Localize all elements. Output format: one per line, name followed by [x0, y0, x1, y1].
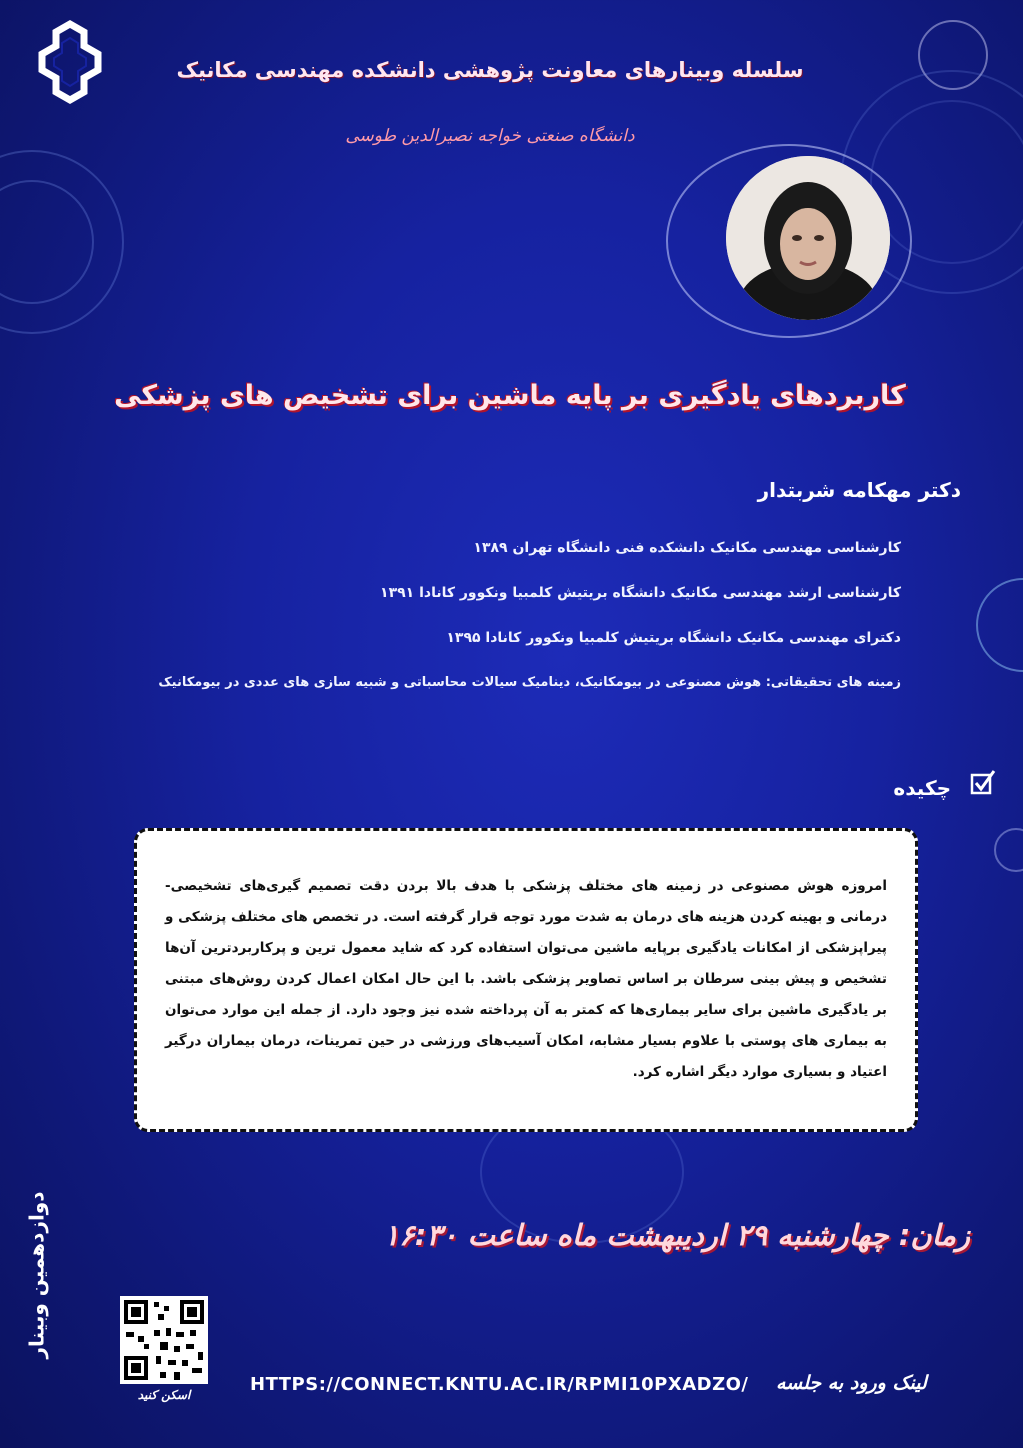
bio-line: دکترای مهندسی مکانیک دانشگاه بریتیش کلمبیا ونکوور کانادا ۱۳۹۵ [446, 630, 901, 646]
meeting-link[interactable]: HTTPS://CONNECT.KNTU.AC.IR/RPMI10PXADZO/ [250, 1374, 749, 1395]
qr-code-icon[interactable] [120, 1296, 208, 1384]
webinar-number-text: دوازدهمین وبینار [24, 1191, 49, 1359]
series-title: سلسله وبینارهای معاونت پژوهشی دانشکده مهندسی مکانیک [176, 58, 804, 82]
bio-line: کارشناسی مهندسی مکانیک دانشکده فنی دانشگاه تهران ۱۳۸۹ [473, 540, 901, 556]
webinar-number-label [8, 1150, 68, 1400]
speaker-name: دکتر مهکامه شربتدار [757, 478, 961, 502]
bio-line: زمینه های تحقیقاتی: هوش مصنوعی در بیومکانیک، دینامیک سیالات محاسباتی و شبیه سازی های عددی در بیومکانیک [158, 675, 901, 690]
decor-ring [994, 828, 1023, 872]
decor-ring [976, 578, 1023, 672]
meeting-link-label: لینک ورود به جلسه [776, 1372, 927, 1394]
speaker-portrait-icon [726, 156, 890, 320]
event-time: زمان: چهارشنبه ۲۹ اردیبهشت ماه ساعت ۱۶:۳۰ [383, 1218, 970, 1252]
qr-scan-label: اسکن کنید [137, 1388, 191, 1402]
talk-title: کاربردهای یادگیری بر پایه ماشین برای تشخیص های پزشکی [114, 380, 906, 411]
abstract-box [134, 828, 918, 1132]
checkbox-icon [969, 768, 997, 796]
abstract-heading: چکیده [893, 776, 951, 800]
bio-line: کارشناسی ارشد مهندسی مکانیک دانشگاه بریتیش کلمبیا ونکوور کانادا ۱۳۹۱ [380, 585, 901, 601]
abstract-text: امروزه هوش مصنوعی در زمینه های مختلف پزشکی با هدف بالا بردن دقت تصمیم گیری‌های تشخیصی-درمانی و بهینه کردن هزینه های درمان به شدت مورد توجه قرار گرفته است. در تخصص های مختلف پزشکی و پیراپزشکی از امکانات یادگیری برپایه ماشین می‌توان استفاده کرد که شاید معمول ترین و پرکاربردترین آن‌ها تشخیص و پیش بینی سرطان بر اساس تصاویر پزشکی باشد. با این حال امکان اعمال کردن روش‌های مبتنی بر یادگیری ماشین برای سایر بیماری‌ها که کمتر به آن پرداخته شده نیز وجود دارد. از جمله این موارد می‌توان به بیماری های پوستی با علاوم بسیار مشابه، امکان آسیب‌های ورزشی در حین تمرینات، درمان بیماران درگیر اعتیاد و بسیاری موارد دیگر اشاره کرد. [165, 878, 887, 1080]
university-name: دانشگاه صنعتی خواجه نصیرالدین طوسی [345, 126, 635, 146]
speaker-photo [726, 156, 890, 320]
kntu-logo-icon [34, 18, 106, 106]
